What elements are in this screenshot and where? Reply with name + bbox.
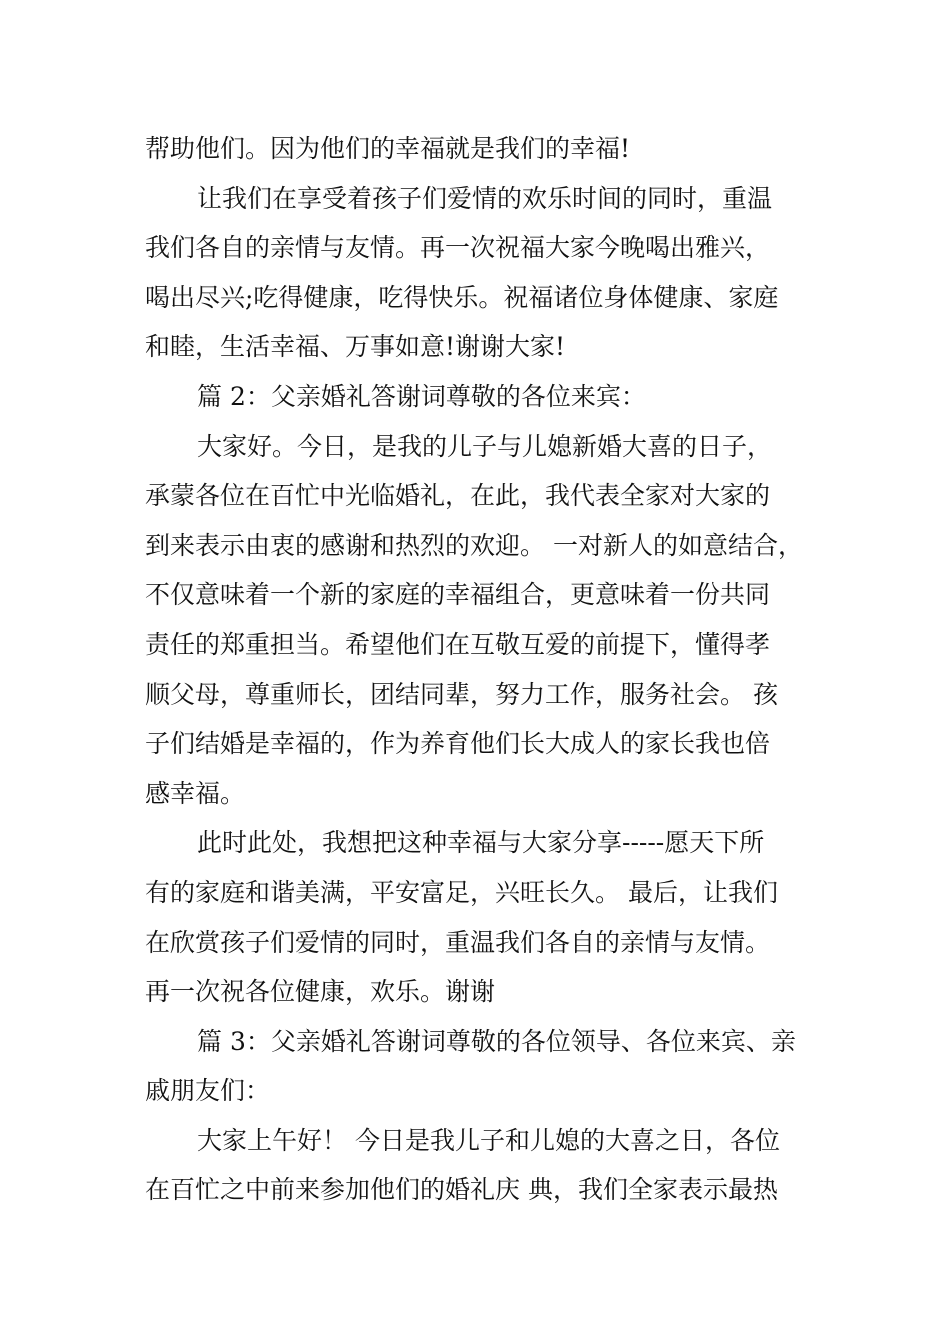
paragraph-start-line: 让我们在享受着孩子们爱情的欢乐时间的同时，重温 bbox=[197, 183, 773, 213]
text-line: 在百忙之中前来参加他们的婚礼庆 典，我们全家表示最热 bbox=[145, 1175, 778, 1205]
body-text bbox=[145, 124, 815, 1215]
text-line: 帮助他们。因为他们的幸福就是我们的幸福! bbox=[145, 134, 631, 163]
paragraph-start-line: 大家上午好！ 今日是我儿子和儿媳的大喜之日，各位 bbox=[197, 1125, 780, 1155]
text-line: 到来表示由衷的感谢和热烈的欢迎。 一对新人的如意结合， bbox=[145, 530, 803, 560]
text-line: 子们结婚是幸福的，作为养育他们长大成人的家长我也倍 bbox=[145, 729, 771, 759]
text-line: 责任的郑重担当。希望他们在互敬互爱的前提下，懂得孝 bbox=[145, 629, 771, 659]
text-line: 不仅意味着一个新的家庭的幸福组合，更意味着一份共同 bbox=[145, 580, 771, 610]
section-heading-2: 篇 2：父亲婚礼答谢词尊敬的各位来宾： bbox=[197, 381, 646, 411]
text-line: 戚朋友们： bbox=[145, 1076, 271, 1106]
text-line: 在欣赏孩子们爱情的同时，重温我们各自的亲情与友情。 bbox=[145, 927, 771, 957]
text-line: 顺父母，尊重师长，团结同辈，努力工作，服务社会。 孩 bbox=[145, 679, 778, 709]
text-line: 再一次祝各位健康，欢乐。谢谢 bbox=[145, 977, 496, 1007]
section-heading-3: 篇 3：父亲婚礼答谢词尊敬的各位领导、各位来宾、亲 bbox=[197, 1026, 796, 1056]
text-line: 和睦，生活幸福、万事如意!谢谢大家! bbox=[145, 332, 566, 362]
text-line: 承蒙各位在百忙中光临婚礼，在此，我代表全家对大家的 bbox=[145, 481, 771, 511]
paragraph-start-line: 此时此处，我想把这种幸福与大家分享-----愿天下所 bbox=[197, 828, 765, 858]
text-line: 我们各自的亲情与友情。再一次祝福大家今晚喝出雅兴， bbox=[145, 233, 771, 263]
text-line: 感幸福。 bbox=[145, 778, 246, 808]
text-line: 有的家庭和谐美满，平安富足，兴旺长久。 最后，让我们 bbox=[145, 877, 778, 907]
text-line: 喝出尽兴;吃得健康，吃得快乐。祝福诸位身体健康、家庭 bbox=[145, 282, 779, 312]
paragraph-start-line: 大家好。今日，是我的儿子与儿媳新婚大喜的日子， bbox=[197, 431, 773, 461]
